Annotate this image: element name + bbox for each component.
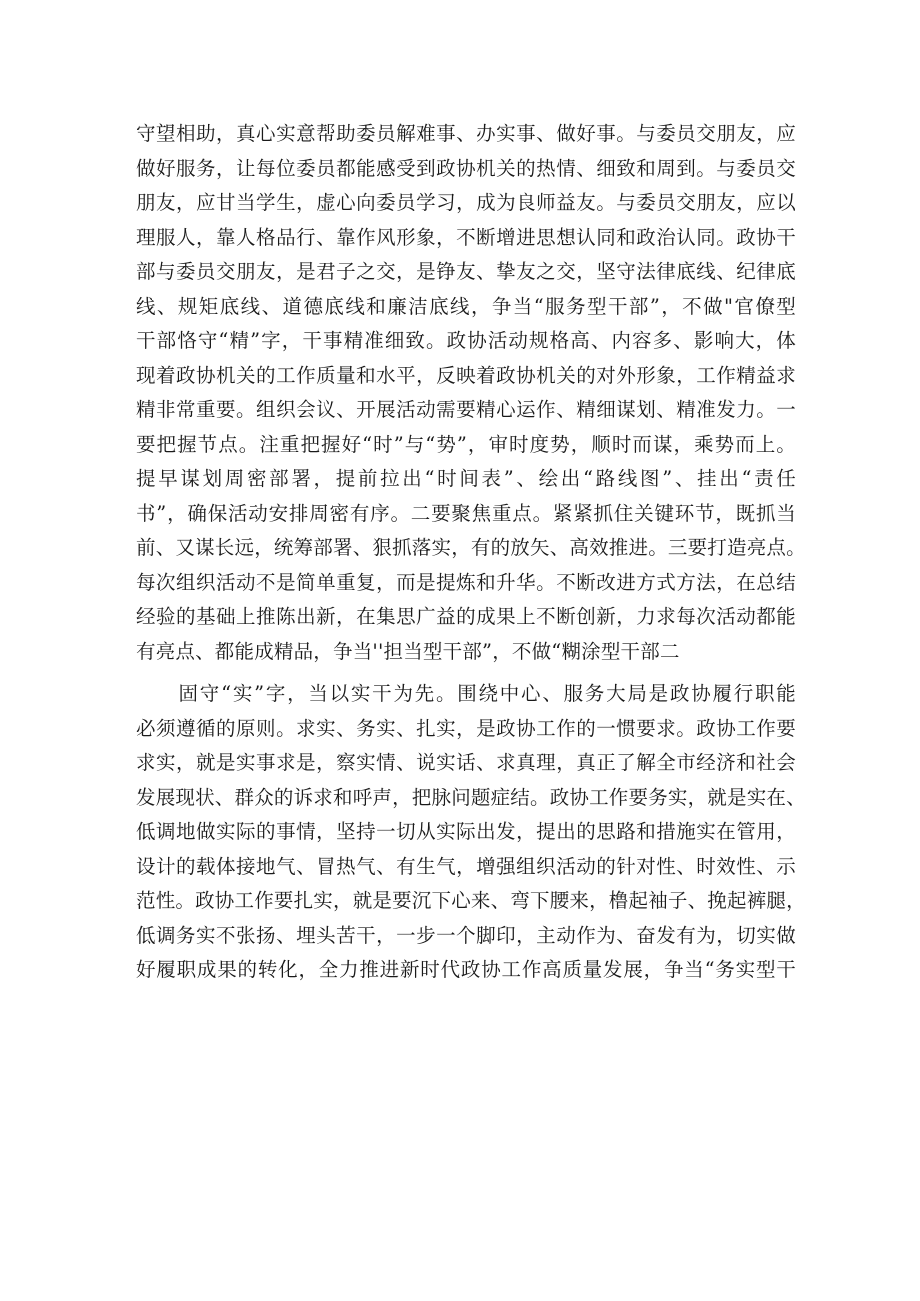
paragraph-spacer (136, 669, 796, 677)
text-line: 发展现状、群众的诉求和呼声，把脉问题症结。政协工作要务实，就是实在、 (136, 785, 806, 809)
text-line: 低调务实不张扬、埋头苦干，一步一个脚印，主动作为、奋发有为，切实做 (136, 923, 796, 947)
text-line: 朋友，应甘当学生，虚心向委员学习，成为良师益友。与委员交朋友，应以 (136, 191, 796, 214)
text-line: 理服人，靠人格品行、靠作风形象，不断增进思想认同和政治认同。政协干 (136, 225, 796, 249)
text-line: 做好服务，让每位委员都能感受到政协机关的热情、细致和周到。与委员交 (136, 156, 796, 180)
text-line: 每次组织活动不是简单重复，而是提炼和升华。不断改进方式方法，在总结 (136, 570, 796, 594)
text-line: 守望相助，真心实意帮助委员解难事、办实事、做好事。与委员交朋友，应 (136, 122, 796, 145)
paragraph-1 (136, 117, 806, 669)
text-line: 书”，确保活动安排周密有序。二要聚焦重点。紧紧抓住关键环节，既抓当 (136, 501, 796, 525)
text-line: 部与委员交朋友，是君子之交，是铮友、挚友之交，坚守法律底线、纪律底 (136, 260, 796, 283)
text-line: 要把握节点。注重把握好“时”与“势”，审时度势，顺时而谋，乘势而上。 (136, 432, 796, 456)
text-line: 范性。政协工作要扎实，就是要沉下心来、弯下腰来，橹起袖子、挽起裤腿， (136, 889, 806, 912)
document-body (136, 117, 806, 988)
text-line: 经验的基础上推陈出新，在集思广益的成果上不断创新，力求每次活动都能 (136, 605, 796, 628)
text-line: 线、规矩底线、道德底线和廉洁底线，争当“服务型干部”，不做"官僚型 (136, 294, 796, 318)
text-line: 设计的载体接地气、冒热气、有生气，增强组织活动的针对性、时效性、示 (136, 854, 796, 878)
text-line: 提早谋划周密部署，提前拉出“时间表”、绘出“路线图”、挂出“责任 (136, 467, 796, 490)
paragraph-2 (136, 677, 806, 988)
text-line: 固守“实”字，当以实干为先。围绕中心、服务大局是政协履行职能 (136, 682, 796, 705)
text-line: 有亮点、都能成精品，争当''担当型干部”，不做“糊涂型干部二 (136, 639, 680, 663)
text-line: 精非常重要。组织会议、开展活动需要精心运作、精细谋划、精准发力。一 (136, 398, 796, 421)
text-line: 现着政协机关的工作质量和水平，反映着政协机关的对外形象，工作精益求 (136, 363, 796, 387)
text-line: 低调地做实际的事情，坚持一切从实际出发，提出的思路和措施实在管用， (136, 820, 796, 843)
text-line: 好履职成果的转化，全力推进新时代政协工作高质量发展，争当“务实型干 (136, 958, 796, 981)
text-line: 求实，就是实事求是，察实情、说实话、求真理，真正了解全市经济和社会 (136, 751, 796, 774)
text-line: 前、又谋长远，统筹部署、狠抓落实，有的放矢、高效推进。三要打造亮点。 (136, 536, 806, 559)
text-line: 干部恪守“精”字，干事精准细致。政协活动规格高、内容多、影响大，体 (136, 329, 796, 352)
text-line: 必须遵循的原则。求实、务实、扎实，是政协工作的一惯要求。政协工作要 (136, 716, 796, 740)
